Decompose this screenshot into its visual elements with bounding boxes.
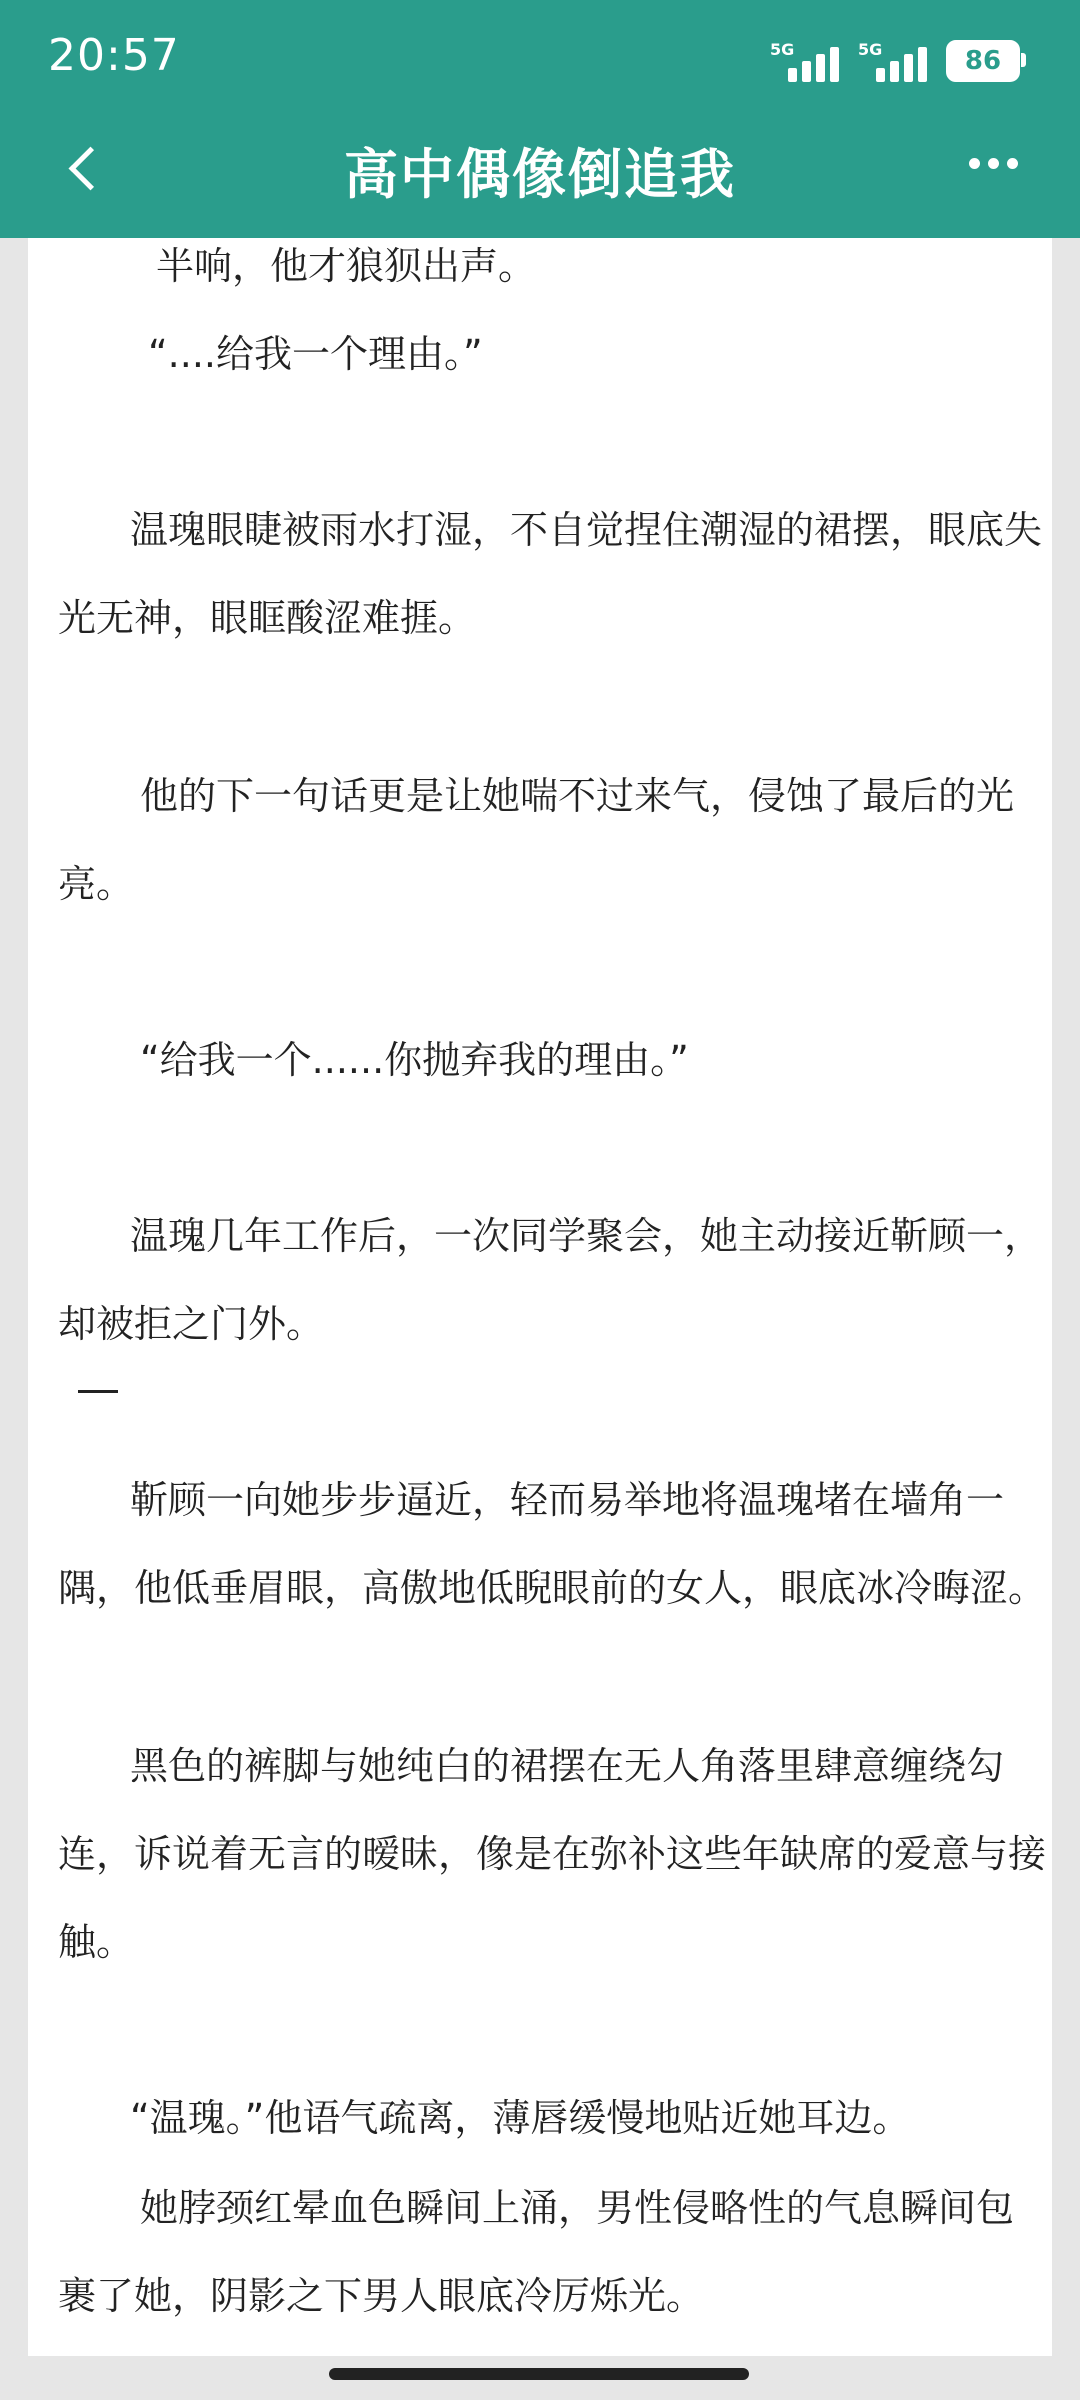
reading-content — [28, 238, 1052, 2356]
signal-icon — [770, 40, 842, 82]
paragraph: 她脖颈红晕血色瞬间上涌，男性侵略性的气息瞬间包裹了她，阴影之下男人眼底冷厉烁光。 — [58, 2186, 1015, 2318]
more-options-button[interactable] — [969, 158, 1018, 169]
battery-level: 86 — [964, 46, 1002, 76]
section-divider — [78, 1390, 118, 1393]
home-indicator[interactable] — [329, 2368, 749, 2380]
paragraph: 温瑰眼睫被雨水打湿，不自觉捏住潮湿的裙摆，眼底失光无神，眼眶酸涩难捱。 — [58, 508, 1043, 640]
paragraph: 半响，他才狼狈出声。 — [156, 244, 537, 288]
network-type-label: 5G — [770, 40, 795, 59]
paragraph: 黑色的裤脚与她纯白的裙摆在无人角落里肆意缠绕勾连，诉说着无言的暧昧，像是在弥补这些年缺席的爱意与接触。 — [58, 1744, 1047, 1964]
status-icons — [770, 36, 1020, 86]
more-horizontal-icon — [969, 158, 980, 169]
page-title: 高中偶像倒追我 — [344, 143, 736, 206]
paragraph: 温瑰几年工作后，一次同学聚会，她主动接近靳顾一，却被拒之门外。 — [58, 1214, 1043, 1346]
paragraph: “....给我一个理由。” — [148, 332, 483, 376]
status-time: 20:57 — [48, 30, 180, 81]
paragraph: 他的下一句话更是让她喘不过来气，侵蚀了最后的光亮。 — [58, 774, 1015, 906]
top-app-bar — [0, 0, 1080, 238]
network-type-label: 5G — [858, 40, 883, 59]
signal-icon — [858, 40, 930, 82]
paragraph: “温瑰。”他语气疏离，薄唇缓慢地贴近她耳边。 — [130, 2096, 911, 2140]
paragraph: “给我一个......你抛弃我的理由。” — [140, 1038, 689, 1082]
paragraph: 靳顾一向她步步逼近，轻而易举地将温瑰堵在墙角一隅，他低垂眉眼，高傲地低睨眼前的女人，眼底冰冷晦涩。 — [58, 1478, 1047, 1610]
battery-icon — [946, 40, 1020, 82]
